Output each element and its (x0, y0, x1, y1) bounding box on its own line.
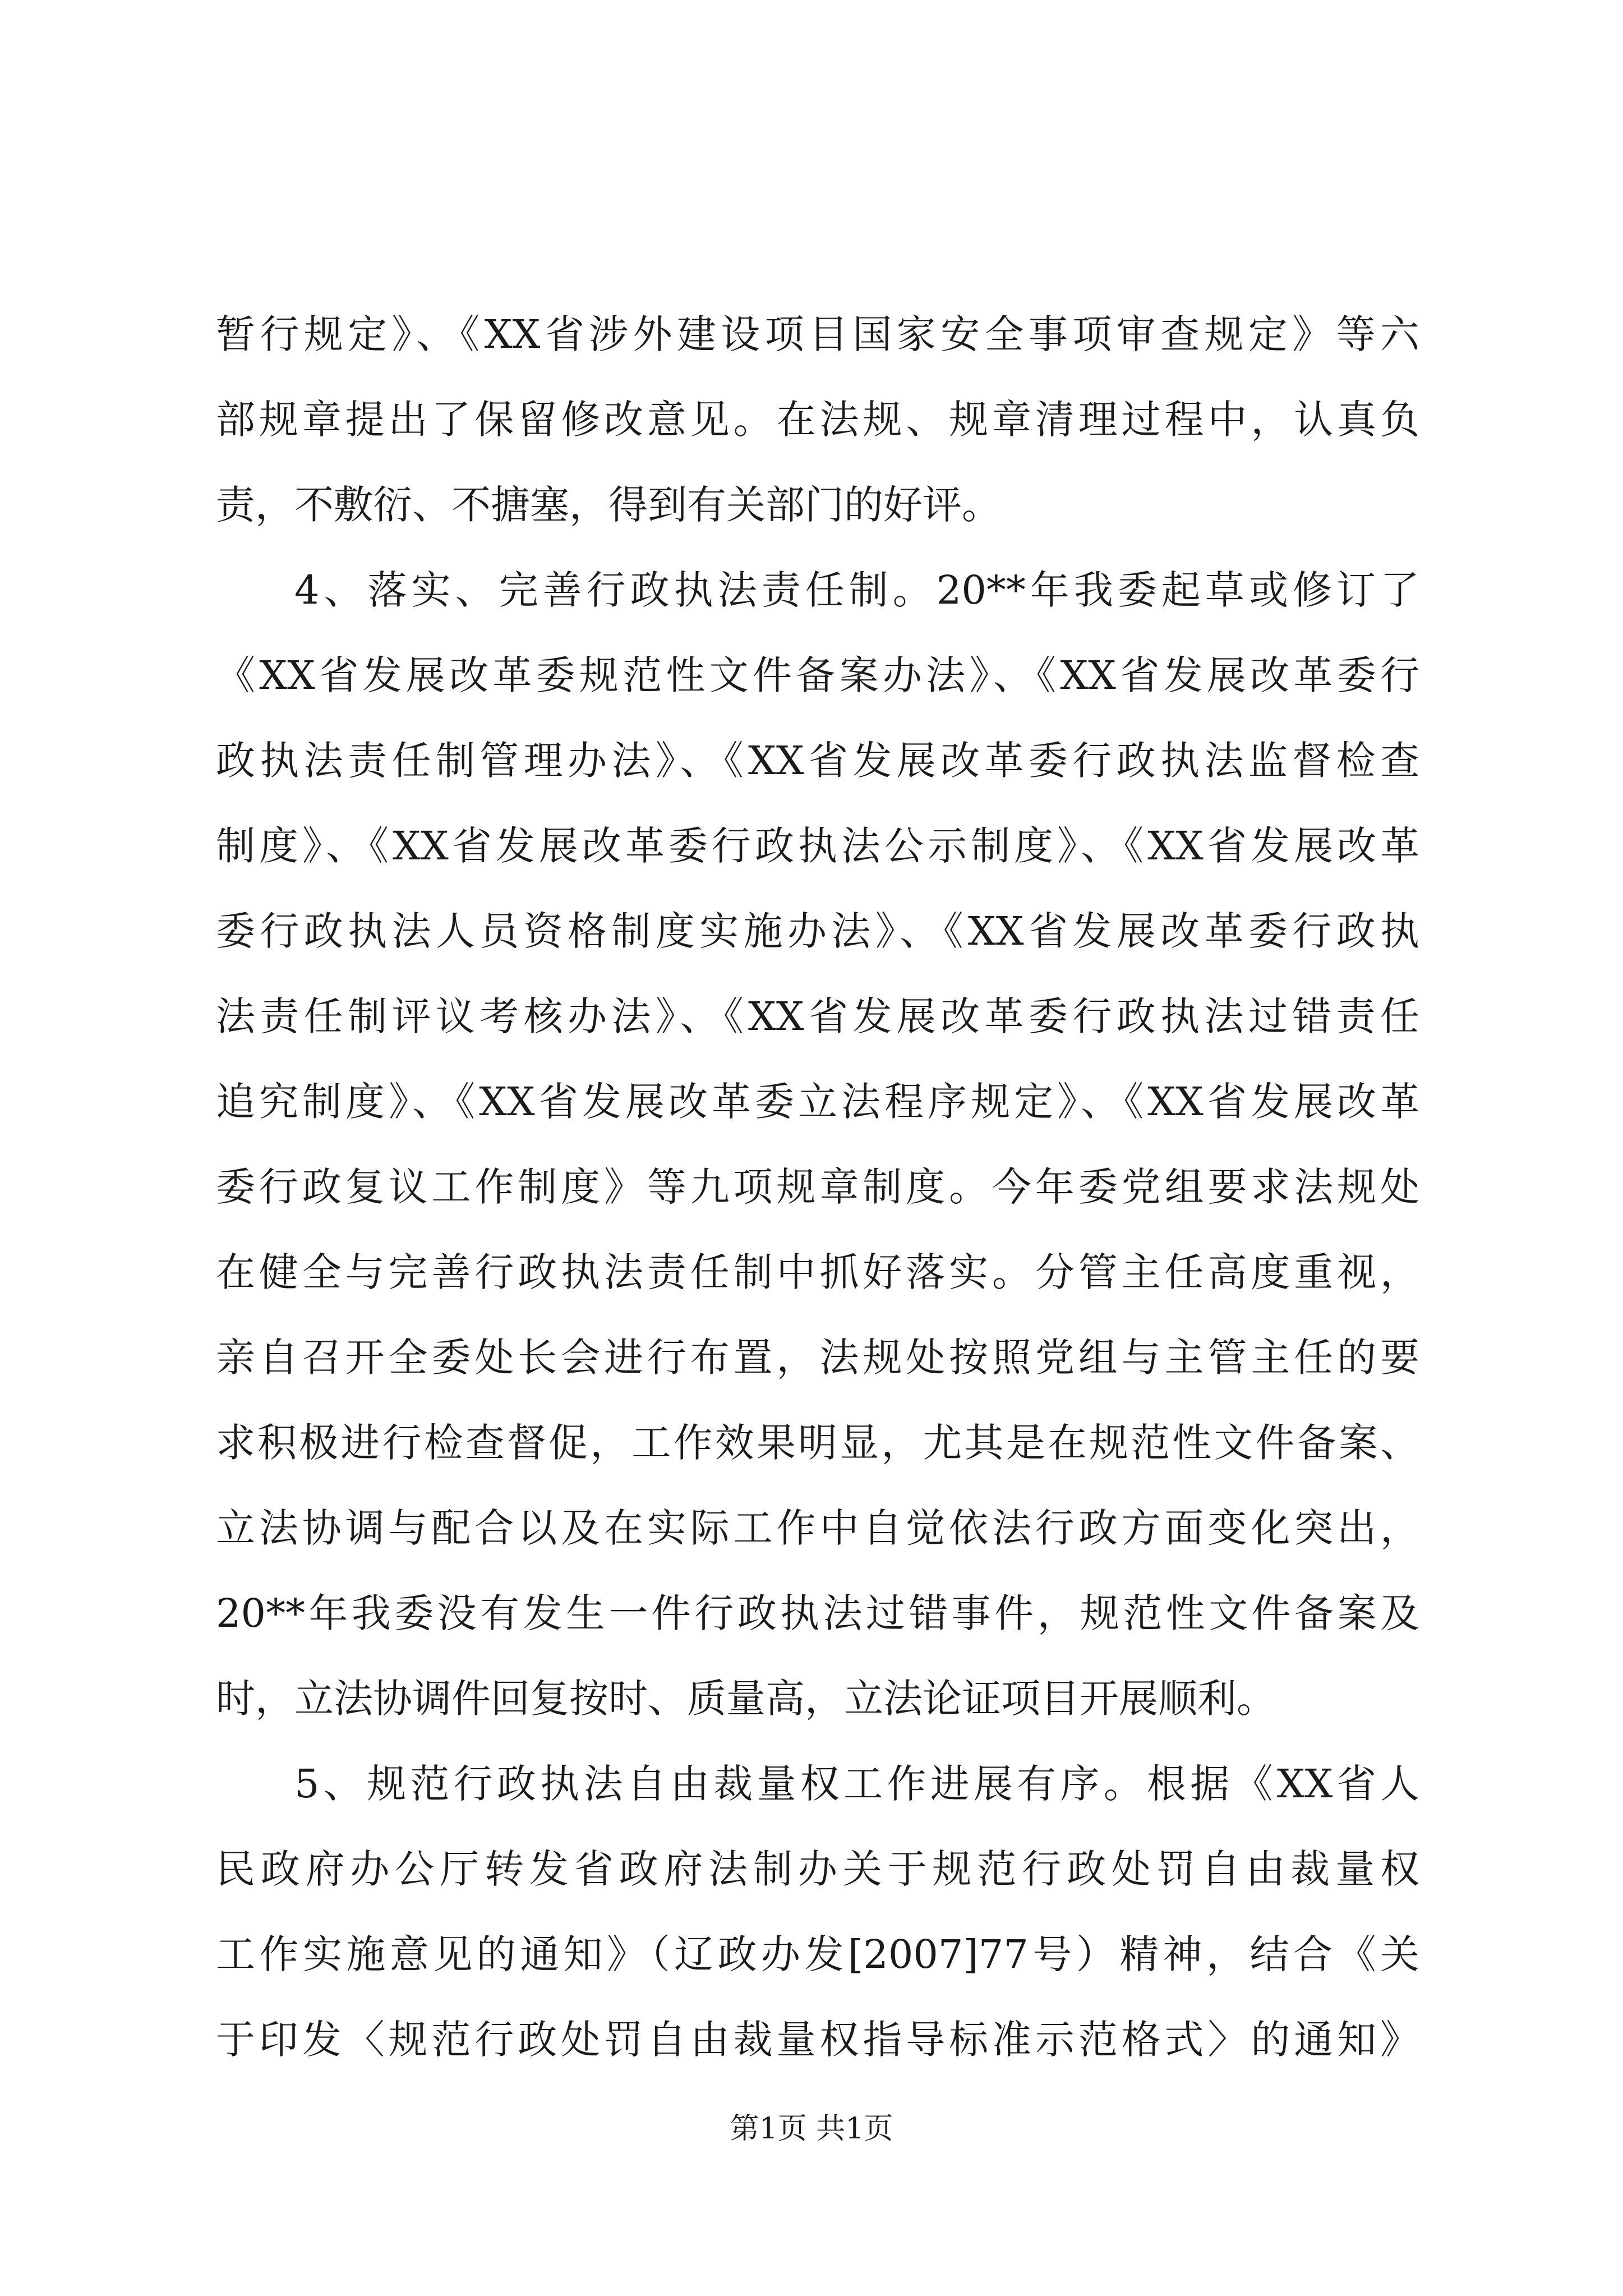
page-number-footer: 第1页 共1页 (730, 2112, 893, 2146)
text-line: 在健全与完善行政执法责任制中抓好落实。分管主任高度重视， (216, 1249, 1419, 1295)
text-line: 工作实施意见的通知》（辽政办发[2007]77号）精神，结合《关 (216, 1931, 1419, 1977)
text-line: 制度》、《XX省发展改革委行政执法公示制度》、《XX省发展改革 (216, 823, 1419, 869)
text-line: 20**年我委没有发生一件行政执法过错事件，规范性文件备案及 (216, 1590, 1419, 1636)
text-line: 求积极进行检查督促，工作效果明显，尤其是在规范性文件备案、 (216, 1420, 1419, 1466)
document-body (216, 292, 1419, 2082)
text-line: 委行政执法人员资格制度实施办法》、《XX省发展改革委行政执 (216, 908, 1419, 954)
text-line: 追究制度》、《XX省发展改革委立法程序规定》、《XX省发展改革 (216, 1079, 1419, 1125)
text-line: 民政府办公厅转发省政府法制办关于规范行政处罚自由裁量权 (216, 1846, 1419, 1892)
text-line: 责，不敷衍、不搪塞，得到有关部门的好评。 (216, 482, 1001, 528)
text-line: 亲自召开全委处长会进行布置，法规处按照党组与主管主任的要 (216, 1335, 1419, 1381)
text-line: 部规章提出了保留修改意见。在法规、规章清理过程中，认真负 (216, 397, 1419, 443)
text-line: 暂行规定》、《XX省涉外建设项目国家安全事项审查规定》等六 (216, 311, 1419, 357)
text-line: 法责任制评议考核办法》、《XX省发展改革委行政执法过错责任 (216, 993, 1419, 1039)
text-line: 立法协调与配合以及在实际工作中自觉依法行政方面变化突出， (216, 1505, 1419, 1551)
text-line: 委行政复议工作制度》等九项规章制度。今年委党组要求法规处 (216, 1164, 1419, 1210)
text-line: 4、落实、完善行政执法责任制。20**年我委起草或修订了 (294, 567, 1419, 613)
text-line: 政执法责任制管理办法》、《XX省发展改革委行政执法监督检查 (216, 738, 1419, 784)
text-line: 时，立法协调件回复按时、质量高，立法论证项目开展顺利。 (216, 1676, 1276, 1722)
text-line: 5、规范行政执法自由裁量权工作进展有序。根据《XX省人 (294, 1761, 1419, 1807)
text-line: 于印发〈规范行政处罚自由裁量权指导标准示范格式〉的通知》 (216, 2017, 1419, 2063)
text-line: 《XX省发展改革委规范性文件备案办法》、《XX省发展改革委行 (216, 652, 1419, 698)
